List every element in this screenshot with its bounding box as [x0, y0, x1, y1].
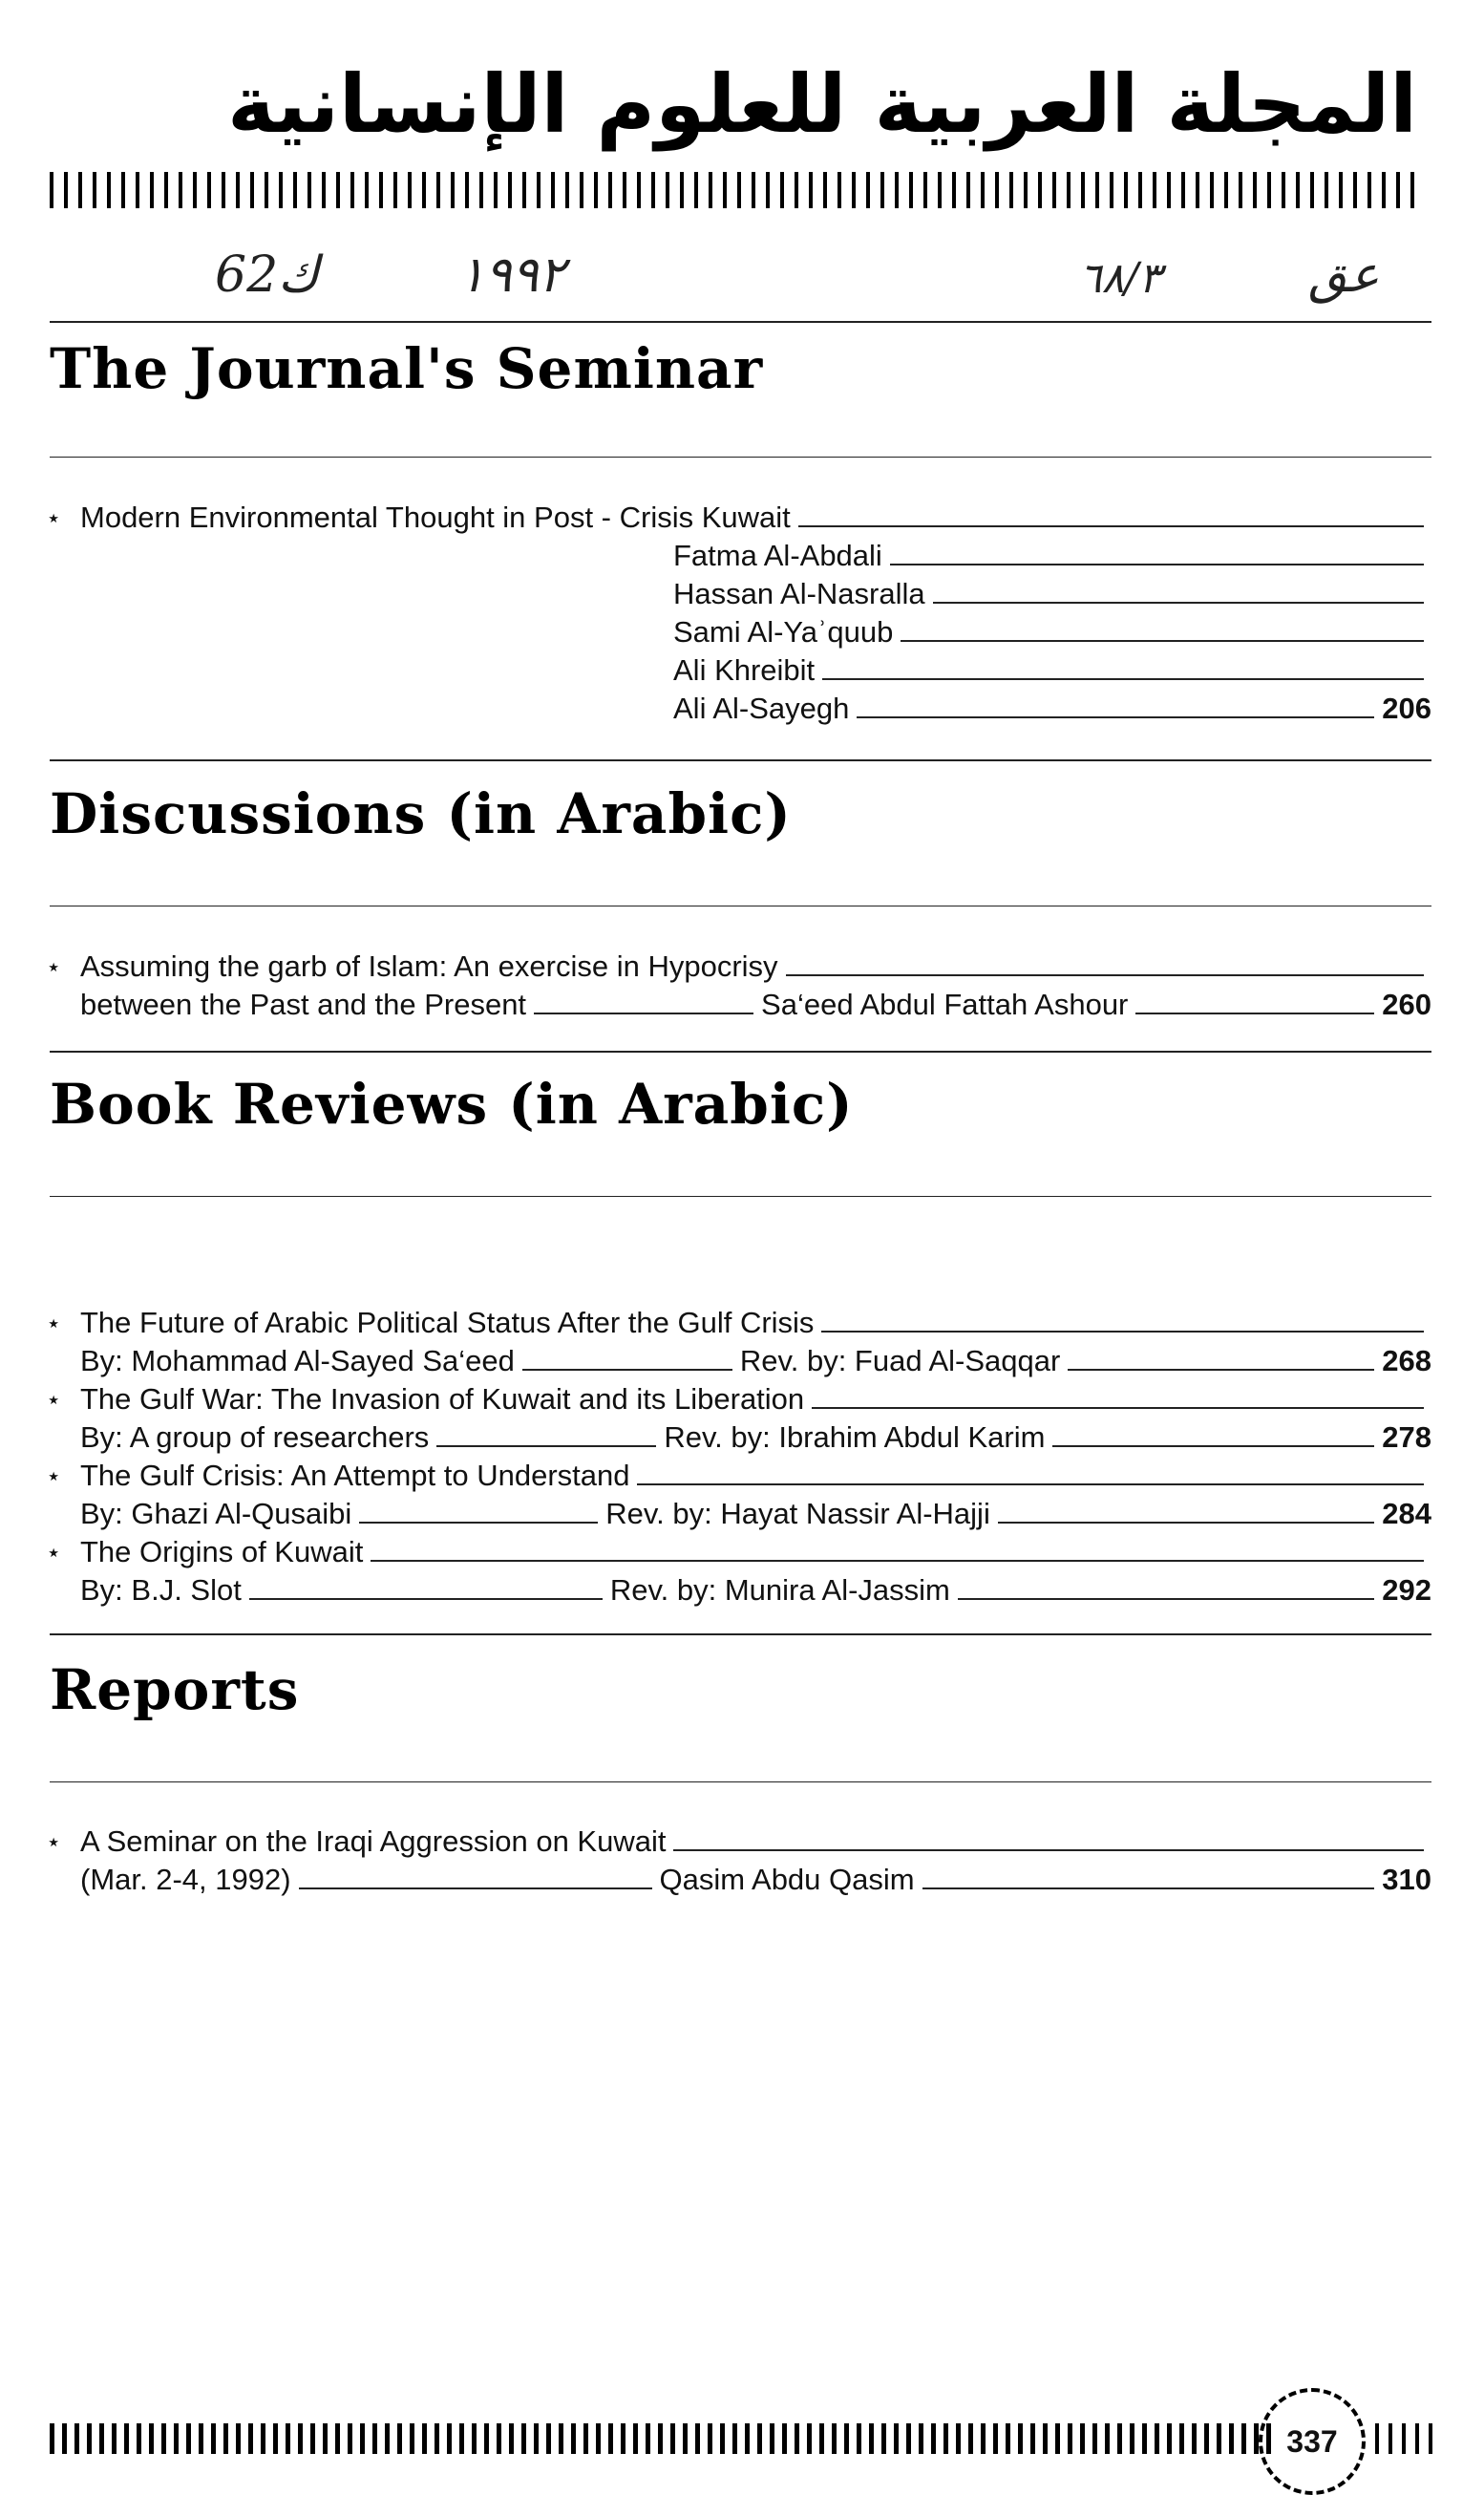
- leader-line: [857, 716, 1374, 718]
- divider: [50, 1633, 1431, 1635]
- star-bullet-icon: ⋆: [46, 503, 62, 532]
- leader-line: [673, 1849, 1424, 1851]
- bottom-decorative-bar-right: [1375, 2423, 1436, 2454]
- author-name: Ali Khreibit: [673, 653, 816, 687]
- review-author: By: B.J. Slot: [80, 1573, 242, 1607]
- section-title-reports: Reports: [50, 1657, 300, 1722]
- leader-line: [822, 678, 1424, 680]
- leader-line: [821, 1331, 1424, 1333]
- toc-entry-report[interactable]: [46, 1823, 1431, 1899]
- page-number: 268: [1382, 1344, 1431, 1377]
- page-number: 278: [1382, 1420, 1431, 1454]
- star-bullet-icon: ⋆: [46, 1385, 62, 1414]
- leader-line: [371, 1560, 1424, 1562]
- star-bullet-icon: ⋆: [46, 952, 62, 981]
- handwritten-year: ١٩٩٢: [458, 246, 565, 304]
- entry-title: Modern Environmental Thought in Post - Crisis Kuwait: [80, 501, 791, 534]
- leader-line: [299, 1887, 652, 1889]
- leader-line: [1068, 1369, 1374, 1371]
- reviewer: Rev. by: Ibrahim Abdul Karim: [664, 1420, 1046, 1454]
- review-author: By: Ghazi Al-Qusaibi: [80, 1497, 352, 1530]
- star-bullet-icon: ⋆: [46, 1309, 62, 1337]
- leader-line: [359, 1522, 598, 1524]
- divider: [50, 759, 1431, 761]
- handwritten-issue: ٦٨/٣: [1079, 254, 1161, 303]
- toc-entry-seminar[interactable]: [46, 499, 1431, 537]
- page-number: 260: [1382, 988, 1431, 1021]
- star-bullet-icon: ⋆: [46, 1827, 62, 1856]
- leader-line: [786, 974, 1424, 976]
- divider: [50, 457, 1431, 458]
- reviewer: Rev. by: Hayat Nassir Al-Hajji: [605, 1497, 990, 1530]
- journal-masthead: المجلة العربية للعلوم الإنسانية: [227, 57, 1417, 151]
- page-number-badge: 337: [1259, 2388, 1366, 2495]
- leader-line: [436, 1445, 656, 1447]
- section-title-seminar: The Journal's Seminar: [50, 336, 764, 401]
- leader-line: [522, 1369, 732, 1371]
- leader-line: [249, 1598, 603, 1600]
- bottom-decorative-bar: [50, 2423, 1274, 2454]
- entry-author: Qasim Abdu Qasim: [659, 1863, 915, 1896]
- reviewer: Rev. by: Munira Al-Jassim: [609, 1573, 950, 1607]
- leader-line: [933, 602, 1424, 604]
- entry-title: Assuming the garb of Islam: An exercise in Hypocrisy: [80, 949, 778, 983]
- review-title: The Gulf War: The Invasion of Kuwait and its Liberation: [80, 1382, 805, 1416]
- divider: [50, 1781, 1431, 1782]
- entry-subtitle: between the Past and the Present: [80, 988, 527, 1021]
- toc-entry-review[interactable]: [46, 1533, 1431, 1610]
- leader-line: [901, 640, 1424, 642]
- handwritten-note-left: 62ﻙ: [215, 246, 320, 304]
- page-number: 310: [1382, 1863, 1431, 1896]
- handwritten-note-right: ﻋﻖ: [1308, 246, 1380, 304]
- star-bullet-icon: ⋆: [46, 1538, 62, 1567]
- leader-line: [1052, 1445, 1374, 1447]
- review-title: The Future of Arabic Political Status After the Gulf Crisis: [80, 1306, 815, 1339]
- page-number: 292: [1382, 1573, 1431, 1607]
- leader-line: [637, 1483, 1424, 1485]
- star-bullet-icon: ⋆: [46, 1461, 62, 1490]
- section-title-discussions: Discussions (in Arabic): [50, 781, 792, 846]
- author-name: Sami Al-Yaʾquub: [673, 615, 894, 649]
- page-number: 284: [1382, 1497, 1431, 1530]
- top-decorative-bar: [50, 172, 1417, 208]
- leader-line: [890, 564, 1424, 565]
- review-title: The Gulf Crisis: An Attempt to Understand: [80, 1459, 630, 1492]
- reviewer: Rev. by: Fuad Al-Saqqar: [739, 1344, 1061, 1377]
- leader-line: [798, 525, 1424, 527]
- entry-subtitle: (Mar. 2-4, 1992): [80, 1863, 291, 1896]
- toc-entry-review[interactable]: [46, 1380, 1431, 1457]
- leader-line: [1135, 1013, 1374, 1014]
- leader-line: [534, 1013, 753, 1014]
- review-author: By: Mohammad Al-Sayed Sa‘eed: [80, 1344, 515, 1377]
- entry-author: Sa‘eed Abdul Fattah Ashour: [761, 988, 1129, 1021]
- toc-entry-review[interactable]: [46, 1457, 1431, 1533]
- author-name: Ali Al-Sayegh: [673, 692, 850, 725]
- divider: [50, 321, 1431, 323]
- toc-entry-discussion[interactable]: [46, 948, 1431, 1024]
- leader-line: [958, 1598, 1374, 1600]
- leader-line: [922, 1887, 1375, 1889]
- divider: [50, 1196, 1431, 1197]
- review-title: The Origins of Kuwait: [80, 1535, 364, 1568]
- toc-entry-review[interactable]: [46, 1304, 1431, 1380]
- entry-title: A Seminar on the Iraqi Aggression on Kuwait: [80, 1824, 667, 1858]
- page-number: 206: [1382, 692, 1431, 725]
- review-author: By: A group of researchers: [80, 1420, 430, 1454]
- leader-line: [998, 1522, 1374, 1524]
- author-name: Hassan Al-Nasralla: [673, 577, 925, 610]
- section-title-reviews: Book Reviews (in Arabic): [50, 1072, 854, 1137]
- divider: [50, 1051, 1431, 1053]
- seminar-authors: [673, 537, 1431, 728]
- author-name: Fatma Al-Abdali: [673, 539, 882, 572]
- leader-line: [812, 1407, 1424, 1409]
